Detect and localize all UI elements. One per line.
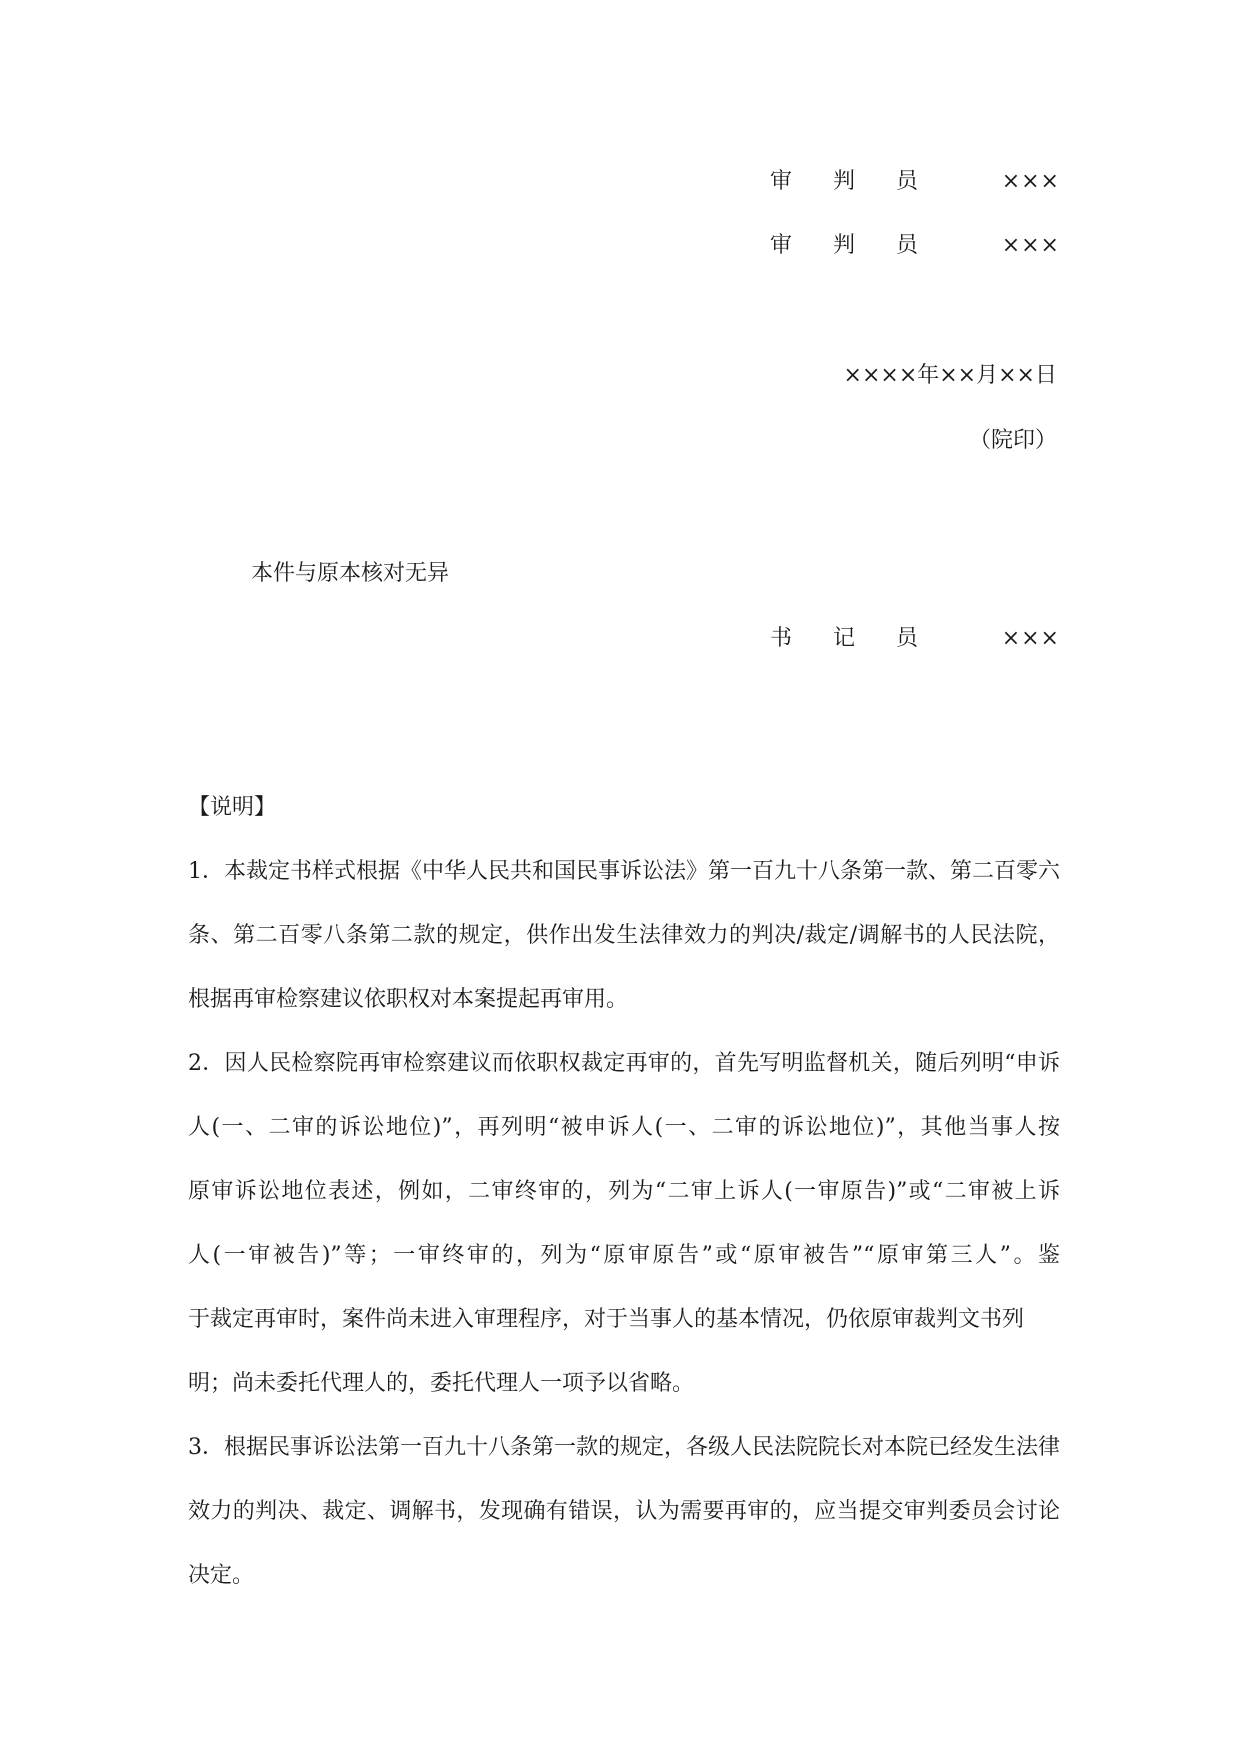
- explanation-line: 效力的判决、裁定、调解书，发现确有错误，认为需要再审的，应当提交审判委员会讨论: [188, 1499, 1060, 1524]
- explanation-line: 1．本裁定书样式根据《中华人民共和国民事诉讼法》第一百九十八条第一款、第二百零六: [188, 859, 1061, 884]
- explanation-line: 条、第二百零八条第二款的规定，供作出发生法律效力的判决/裁定/调解书的人民法院，: [188, 923, 1060, 948]
- certification-statement: 本件与原本核对无异: [251, 561, 450, 586]
- explanation-line: 2．因人民检察院再审检察建议而依职权裁定再审的，首先写明监督机关，随后列明“申诉: [188, 1051, 1060, 1076]
- judge-signature-1: [770, 164, 1060, 200]
- court-seal: （院印）: [968, 428, 1057, 453]
- judge-title-1: 审判员: [770, 169, 918, 194]
- explanation-line: 人(一、二审的诉讼地位)”，再列明“被申诉人(一、二审的诉讼地位)”，其他当事人按: [188, 1115, 1060, 1140]
- clerk-title: 书记员: [770, 626, 918, 651]
- explanation-line: 决定。: [188, 1563, 255, 1588]
- judge-signature-2: [770, 228, 1060, 264]
- judge-name-2: ×××: [1001, 233, 1060, 258]
- clerk-name: ×××: [1001, 626, 1060, 651]
- explanation-line: 3．根据民事诉讼法第一百九十八条第一款的规定，各级人民法院院长对本院已经发生法律: [188, 1435, 1061, 1460]
- judge-title-2: 审判员: [770, 233, 918, 258]
- explanation-line: 明；尚未委托代理人的，委托代理人一项予以省略。: [188, 1371, 695, 1396]
- judge-name-1: ×××: [1001, 169, 1060, 194]
- explanation-line: 于裁定再审时，案件尚未进入审理程序，对于当事人的基本情况，仍依原审裁判文书列: [188, 1307, 1025, 1332]
- clerk-signature: [770, 621, 1060, 657]
- ruling-date: ××××年××月××日: [843, 363, 1057, 388]
- explanation-heading: 【说明】: [188, 795, 277, 820]
- explanation-line: 人(一审被告)”等；一审终审的，列为“原审原告”或“原审被告”“原审第三人”。鉴: [188, 1243, 1060, 1268]
- explanation-line: 根据再审检察建议依职权对本案提起再审用。: [188, 987, 629, 1012]
- explanation-line: 原审诉讼地位表述，例如，二审终审的，列为“二审上诉人(一审原告)”或“二审被上诉: [188, 1179, 1060, 1204]
